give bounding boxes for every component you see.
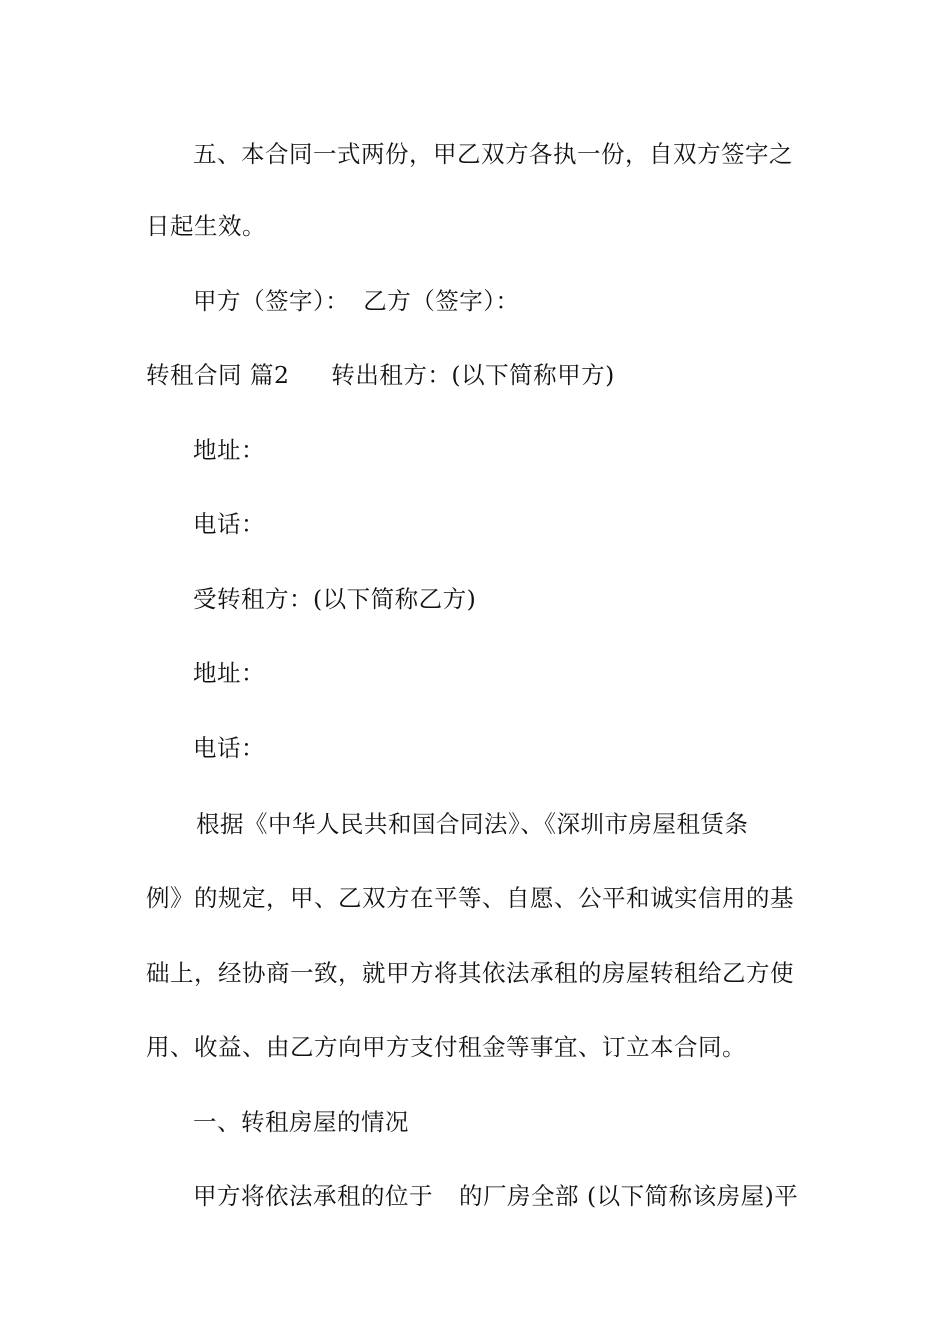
party-a-signature-label: 甲方（签字）： — [193, 287, 350, 315]
clause-5-line-1: 五、本合同一式两份，甲乙双方各执一份，自双方签字之 — [193, 140, 793, 168]
party-b-signature-label: 乙方（签字）： — [363, 287, 520, 315]
signature-line — [193, 285, 857, 317]
preamble-line-3: 础上，经协商一致，就甲方将其依法承租的房屋转租给乙方使 — [146, 959, 794, 987]
preamble-line-2: 例》的规定，甲、乙双方在平等、自愿、公平和诚实信用的基 — [146, 884, 794, 912]
contract-section-title: 转租合同 篇2 — [146, 361, 290, 389]
section-1-body-line-1 — [193, 1180, 857, 1212]
preamble-line-4: 用、收益、由乙方向甲方支付租金等事宜、订立本合同。 — [146, 1033, 746, 1061]
property-location-prefix: 甲方将依法承租的位于 — [193, 1182, 433, 1210]
preamble-line-1: 根据《中华人民共和国合同法》、《深圳市房屋租赁条 — [196, 810, 749, 838]
sublessor-phone: 电话： — [193, 510, 265, 538]
sublessor-label: 转出租方：(以下简称甲方) — [331, 361, 615, 389]
contract-heading-line — [146, 359, 810, 391]
property-location-suffix: 的厂房全部 (以下简称该房屋)平 — [459, 1182, 799, 1210]
sublessee-address: 地址： — [193, 659, 265, 687]
sublessee-phone: 电话： — [193, 734, 265, 762]
clause-5-line-2: 日起生效。 — [146, 212, 266, 240]
sublessee-label: 受转租方：(以下简称乙方) — [193, 585, 477, 613]
section-1-heading: 一、转租房屋的情况 — [193, 1108, 409, 1136]
sublessor-address: 地址： — [193, 436, 265, 464]
